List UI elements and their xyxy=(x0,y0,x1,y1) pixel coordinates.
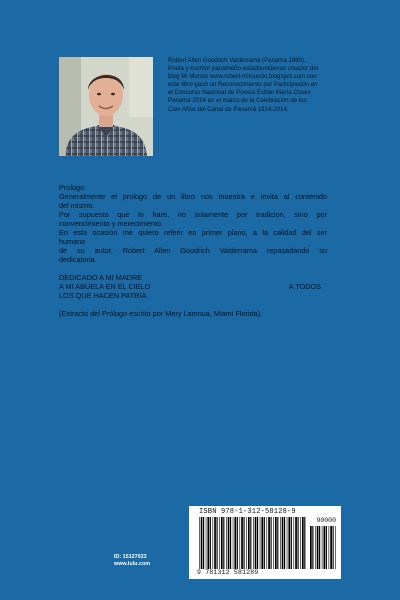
barcode-bar xyxy=(253,517,254,569)
barcode-bar xyxy=(237,517,238,569)
barcode-bar xyxy=(295,517,297,569)
barcode-bar xyxy=(214,517,216,569)
prologue-line: humano xyxy=(59,237,86,246)
barcode-bar xyxy=(291,517,292,569)
barcode-bar xyxy=(257,517,258,569)
barcode-bar xyxy=(246,517,247,569)
prologue-line: convencimiento y merecimiento. xyxy=(59,219,164,228)
dedication-line: A TODOS xyxy=(288,282,321,291)
barcode-bar xyxy=(219,517,220,569)
price-barcode-bars xyxy=(310,526,336,569)
barcode-bar xyxy=(333,526,334,569)
barcode-bar xyxy=(241,517,243,569)
prologue-line: de su autor, Robert Allen Goodrich Valderrama repasadando su xyxy=(59,246,327,255)
barcode-bar xyxy=(203,517,204,569)
barcode-bar xyxy=(250,517,251,569)
barcode-digits: 9 781312 581289 xyxy=(197,569,259,576)
barcode-bar xyxy=(234,517,236,569)
barcode-bar xyxy=(210,517,211,569)
prologue-line: Por supuesto que lo hare, no solamente por tradicion, sino por xyxy=(59,210,327,219)
barcode-bar xyxy=(302,517,304,569)
barcode-bars xyxy=(199,517,306,569)
barcode-bar xyxy=(255,517,257,569)
barcode-bar xyxy=(201,517,203,569)
barcode-bar xyxy=(280,517,281,569)
barcode-bar xyxy=(233,517,234,569)
barcode-bar xyxy=(277,517,278,569)
barcode-bar xyxy=(319,526,320,569)
barcode-bar xyxy=(207,517,209,569)
barcode-bar xyxy=(298,517,299,569)
barcode-bar xyxy=(322,526,323,569)
barcode-bar xyxy=(261,517,263,569)
barcode-bar xyxy=(315,526,316,569)
barcode-bar xyxy=(312,526,313,569)
barcode-bar xyxy=(330,526,332,569)
price-code: 90000 xyxy=(316,517,336,524)
barcode-bar xyxy=(310,526,312,569)
barcode-bar xyxy=(324,526,326,569)
barcode-bar xyxy=(335,526,336,569)
barcode-bar xyxy=(240,517,241,569)
barcode-bar xyxy=(230,517,231,569)
barcode-bar xyxy=(260,517,261,569)
barcode-bar xyxy=(317,526,319,569)
barcode-bar xyxy=(226,517,227,569)
barcode-bar xyxy=(304,517,305,569)
barcode-bar xyxy=(282,517,284,569)
barcode-bar xyxy=(329,526,330,569)
author-bio: Robert Allen Goodrich Valderrama (Panamá 1980). Poeta y escritor panameño-estadounidense creador del blog Mi Mundo www.robert-mimundo.blogspot.com con este libro ganó un Reconocimiento por Participación en el Concurso Nacional de Poesía Esther María Osses Panamá 2014 en el marco de la Celebración de los Cien Años del Canal de Panamá 1914-2014. xyxy=(168,57,319,113)
barcode-bar xyxy=(221,517,223,569)
barcode-bar xyxy=(244,517,245,569)
dedication-line: LOS QUE HACEN PATRIA. xyxy=(59,291,149,300)
barcode-bar xyxy=(217,517,218,569)
dedication-line: DEDICADO A MI MADRE xyxy=(59,273,143,282)
isbn-number: ISBN 978-1-312-58128-9 xyxy=(199,508,296,516)
prologue-line: Generalmente el prologo de un libro nos muestra e invita al contenido xyxy=(59,192,327,201)
barcode-bar xyxy=(267,517,268,569)
barcode-bar xyxy=(248,517,250,569)
barcode-bar xyxy=(223,517,224,569)
prologue-heading: Prologo xyxy=(59,183,85,192)
publisher-info xyxy=(114,554,150,568)
author-portrait-image xyxy=(59,57,153,156)
barcode-bar xyxy=(213,517,214,569)
barcode-bar xyxy=(271,517,272,569)
barcode-bar xyxy=(199,517,200,569)
barcode-bar xyxy=(287,517,288,569)
barcode-bar xyxy=(326,526,327,569)
prologue-line: En esta ocasion me quiero referir en primer plano, a la calidad del ser xyxy=(59,228,327,237)
prologue-section xyxy=(59,183,327,318)
prologue-line: dedicatoria. xyxy=(59,255,97,264)
barcode-bar xyxy=(288,517,290,569)
author-photo xyxy=(59,57,153,156)
barcode-bar xyxy=(294,517,295,569)
prologue-extract: (Extracto del Prólogo escrito por Mery Lamnua, Miami Florida). xyxy=(59,309,263,318)
barcode-bar xyxy=(275,517,277,569)
barcode-bar xyxy=(206,517,207,569)
barcode-bar xyxy=(264,517,265,569)
barcode-bar xyxy=(300,517,301,569)
prologue-line: del mismo. xyxy=(59,201,95,210)
publisher-id: ID: 15127023 xyxy=(114,554,147,560)
isbn-barcode-box xyxy=(189,506,341,579)
barcode-bar xyxy=(268,517,270,569)
dedication-line: A MI ABUELA EN EL CIELO xyxy=(59,282,151,291)
barcode-bar xyxy=(273,517,274,569)
publisher-url: www.lulu.com xyxy=(114,561,151,567)
barcode-bar xyxy=(284,517,285,569)
barcode-bar xyxy=(228,517,230,569)
